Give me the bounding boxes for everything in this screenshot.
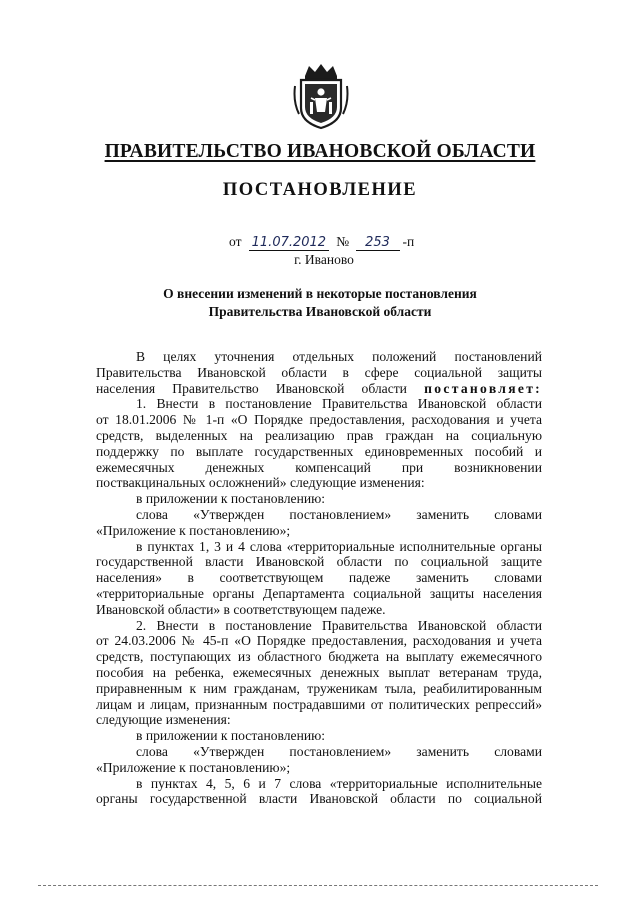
city-line: г. Иваново: [294, 252, 354, 267]
body-line: от 24.03.2006 № 45-п «О Порядке предоставления, расходования и учета: [96, 633, 542, 649]
body-line: слова «Утвержден постановлением» заменить словами: [136, 743, 542, 759]
body-line: государственной власти Ивановской области по социальной защите: [96, 554, 542, 570]
body-line: от 18.01.2006 № 1-п «О Порядке предоставления, расходования и учета: [96, 412, 542, 428]
body-line: Ивановской области» в соответствующем падеже.: [96, 601, 386, 617]
body-line: средств, выделенных на реализацию прав граждан на социальную: [96, 427, 542, 443]
body-line: «Приложение к постановлению»;: [96, 759, 291, 775]
body-text: населения Правительство Ивановской области: [96, 380, 407, 396]
handwritten-date: 11.07.2012: [249, 235, 329, 251]
organization-title: ПРАВИТЕЛЬСТВО ИВАНОВСКОЙ ОБЛАСТИ: [104, 141, 536, 162]
body-line: слова «Утвержден постановлением» заменить словами: [136, 506, 542, 522]
body-line: приравненным к ним гражданам, труженикам тыла, реабилитированным: [96, 680, 542, 696]
body-line: средств, поступающих из областного бюджета на выплату ежемесячного: [96, 649, 542, 665]
date-prefix: от: [229, 234, 242, 249]
body-line: в пунктах 4, 5, 6 и 7 слова «территориальные исполнительные: [136, 775, 542, 791]
body-line: ежемесячных денежных компенсаций при возникновении: [96, 459, 542, 475]
body-line: «Приложение к постановлению»;: [96, 522, 291, 538]
body-line: 1. Внести в постановление Правительства Ивановской области: [136, 396, 542, 412]
handwritten-number: 253: [356, 235, 400, 251]
body-line: пособия на ребенка, ежемесячных денежных выплат ветеранам труда,: [96, 664, 542, 680]
subject-line: О внесении изменений в некоторые постановления: [163, 286, 477, 301]
document-type-title: ПОСТАНОВЛЕНИЕ: [222, 180, 418, 200]
body-line: органы государственной власти Ивановской области по социальной: [96, 791, 542, 807]
document-subject: [120, 285, 520, 321]
coat-of-arms-icon: [293, 62, 349, 130]
body-line: поствакцинальных осложнений» следующие изменения:: [96, 475, 425, 491]
body-line: населения» в соответствующем падеже заменить словами: [96, 570, 542, 586]
number-label: №: [336, 234, 350, 249]
body-line: В целях уточнения отдельных положений постановлений: [136, 349, 542, 364]
body-line: следующие изменения:: [96, 712, 231, 728]
body-line: поддержку по выплате государственных единовременных пособий и: [96, 443, 542, 459]
scan-bottom-rule: [38, 885, 598, 886]
number-suffix: -п: [402, 234, 415, 249]
body-line: 2. Внести в постановление Правительства Ивановской области: [136, 617, 542, 633]
body-line: лицам и лицам, признанным пострадавшими от политических репрессий»: [96, 696, 542, 712]
body-line: [96, 381, 542, 397]
body-line: в приложении к постановлению:: [136, 728, 326, 744]
body-line: в приложении к постановлению:: [136, 491, 326, 507]
body-line: в пунктах 1, 3 и 4 слова «территориальные исполнительные органы: [136, 538, 542, 554]
resolves-keyword: постановляет:: [424, 380, 542, 396]
document-body: [96, 349, 542, 807]
subject-line: Правительства Ивановской области: [208, 304, 432, 319]
body-line: Правительства Ивановской области в сфере социальной защиты: [96, 364, 542, 380]
date-number-line: [229, 234, 414, 251]
body-line: «территориальные органы Департамента социальной защиты населения: [96, 585, 542, 601]
